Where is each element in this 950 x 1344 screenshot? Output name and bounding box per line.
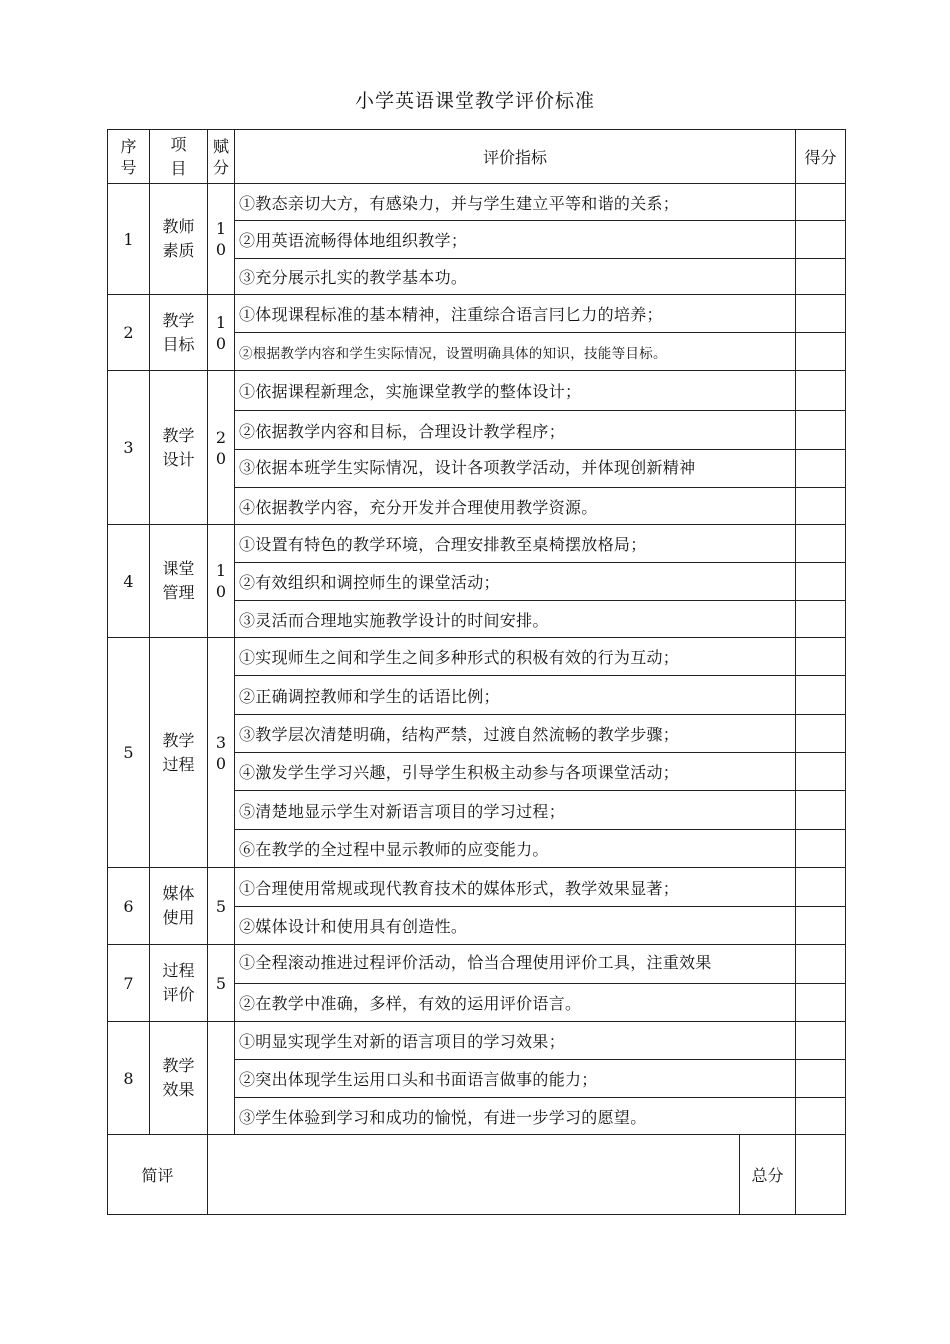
header-criteria: 评价指标 bbox=[235, 130, 796, 184]
criteria-text: ①依据课程新理念，实施课堂教学的整体设计； bbox=[235, 371, 796, 411]
row-seq: 2 bbox=[108, 295, 150, 371]
row-score: 1 0 bbox=[208, 295, 235, 371]
score-input-cell[interactable] bbox=[796, 221, 846, 259]
score-input-cell[interactable] bbox=[796, 371, 846, 411]
row-score: 5 bbox=[208, 945, 235, 1022]
row-score: 2 0 bbox=[208, 371, 235, 525]
header-item: 项 目 bbox=[150, 130, 208, 184]
row-item: 课堂 管理 bbox=[150, 525, 208, 638]
criteria-text: ②媒体设计和使用具有创造性。 bbox=[235, 907, 796, 945]
row-score bbox=[208, 1022, 235, 1135]
criteria-row bbox=[108, 371, 846, 411]
score-input-cell[interactable] bbox=[796, 676, 846, 715]
row-item: 教学 设计 bbox=[150, 371, 208, 525]
criteria-text: ④激发学生学习兴趣，引导学生积极主动参与各项课堂活动； bbox=[235, 753, 796, 791]
score-input-cell[interactable] bbox=[796, 259, 846, 295]
comment-field[interactable] bbox=[208, 1135, 740, 1215]
row-item: 教学 目标 bbox=[150, 295, 208, 371]
criteria-text: ①全程滚动推进过程评价活动，恰当合理使用评价工具，注重效果 bbox=[235, 945, 796, 984]
header-score: 赋 分 bbox=[208, 130, 235, 184]
score-input-cell[interactable] bbox=[796, 601, 846, 638]
score-input-cell[interactable] bbox=[796, 295, 846, 333]
criteria-text: ④依据教学内容，充分开发并合理使用教学资源。 bbox=[235, 488, 796, 525]
header-obtained: 得分 bbox=[796, 130, 846, 184]
criteria-row bbox=[108, 638, 846, 676]
score-input-cell[interactable] bbox=[796, 753, 846, 791]
criteria-text: ②在教学中准确，多样，有效的运用评价语言。 bbox=[235, 984, 796, 1022]
row-score: 5 bbox=[208, 868, 235, 945]
criteria-text: ①体现课程标准的基本精神，注重综合语言冃匕力的培养； bbox=[235, 295, 796, 333]
score-input-cell[interactable] bbox=[796, 1022, 846, 1060]
row-seq: 1 bbox=[108, 184, 150, 295]
total-label: 总分 bbox=[740, 1135, 796, 1215]
criteria-text: ①教态亲切大方，有感染力，并与学生建立平等和谐的关系； bbox=[235, 184, 796, 221]
criteria-text: ③依据本班学生实际情况，设计各项教学活动，并体现创新精神 bbox=[235, 450, 796, 488]
score-input-cell[interactable] bbox=[796, 984, 846, 1022]
header-seq: 序 号 bbox=[108, 130, 150, 184]
criteria-text: ②正确调控教师和学生的话语比例； bbox=[235, 676, 796, 715]
criteria-text: ①实现师生之间和学生之间多种形式的积极有效的行为互动； bbox=[235, 638, 796, 676]
row-seq: 7 bbox=[108, 945, 150, 1022]
criteria-text: ③充分展示扎实的教学基本功。 bbox=[235, 259, 796, 295]
score-input-cell[interactable] bbox=[796, 791, 846, 830]
row-item: 媒体 使用 bbox=[150, 868, 208, 945]
row-score: 1 0 bbox=[208, 525, 235, 638]
comment-label: 简评 bbox=[108, 1135, 208, 1215]
score-input-cell[interactable] bbox=[796, 715, 846, 753]
criteria-row bbox=[108, 184, 846, 221]
document-title: 小学英语课堂教学评价标准 bbox=[354, 90, 595, 112]
row-score: 1 0 bbox=[208, 184, 235, 295]
score-input-cell[interactable] bbox=[796, 525, 846, 563]
criteria-row bbox=[108, 945, 846, 984]
row-seq: 4 bbox=[108, 525, 150, 638]
score-input-cell[interactable] bbox=[796, 907, 846, 945]
score-input-cell[interactable] bbox=[796, 488, 846, 525]
criteria-row bbox=[108, 295, 846, 333]
score-input-cell[interactable] bbox=[796, 184, 846, 221]
criteria-row bbox=[108, 1022, 846, 1060]
criteria-text: ①设置有特色的教学环境，合理安排教至桌椅摆放格局； bbox=[235, 525, 796, 563]
score-input-cell[interactable] bbox=[796, 945, 846, 984]
score-input-cell[interactable] bbox=[796, 830, 846, 868]
row-item: 教学 过程 bbox=[150, 638, 208, 868]
criteria-text: ⑤清楚地显示学生对新语言项目的学习过程； bbox=[235, 791, 796, 830]
row-seq: 3 bbox=[108, 371, 150, 525]
criteria-row bbox=[108, 525, 846, 563]
criteria-text: ②依据教学内容和目标，合理设计教学程序； bbox=[235, 411, 796, 450]
criteria-text: ①明显实现学生对新的语言项目的学习效果； bbox=[235, 1022, 796, 1060]
header-row bbox=[108, 130, 846, 184]
row-seq: 8 bbox=[108, 1022, 150, 1135]
score-input-cell[interactable] bbox=[796, 868, 846, 907]
score-input-cell[interactable] bbox=[796, 563, 846, 601]
score-input-cell[interactable] bbox=[796, 450, 846, 488]
criteria-text: ③学生体验到学习和成功的愉悦，有进一步学习的愿望。 bbox=[235, 1098, 796, 1135]
criteria-text: ②用英语流畅得体地组织教学； bbox=[235, 221, 796, 259]
criteria-text: ②突出体现学生运用口头和书面语言做事的能力； bbox=[235, 1060, 796, 1098]
criteria-text: ①合理使用常规或现代教育技术的媒体形式，教学效果显著； bbox=[235, 868, 796, 907]
criteria-text: ③灵活而合理地实施教学设计的时间安排。 bbox=[235, 601, 796, 638]
evaluation-table bbox=[107, 129, 846, 1215]
criteria-text: ②根据教学内容和学生实际情况，设置明确具体的知识，技能等目标。 bbox=[235, 333, 796, 371]
score-input-cell[interactable] bbox=[796, 411, 846, 450]
row-seq: 5 bbox=[108, 638, 150, 868]
row-item: 教师 素质 bbox=[150, 184, 208, 295]
score-input-cell[interactable] bbox=[796, 1098, 846, 1135]
score-input-cell[interactable] bbox=[796, 1060, 846, 1098]
total-score-field[interactable] bbox=[796, 1135, 846, 1215]
criteria-text: ⑥在教学的全过程中显示教师的应变能力。 bbox=[235, 830, 796, 868]
score-input-cell[interactable] bbox=[796, 333, 846, 371]
criteria-text: ③教学层次清楚明确，结构严禁，过渡自然流畅的教学步骤； bbox=[235, 715, 796, 753]
criteria-row bbox=[108, 868, 846, 907]
score-input-cell[interactable] bbox=[796, 638, 846, 676]
row-item: 过程 评价 bbox=[150, 945, 208, 1022]
footer-row bbox=[108, 1135, 846, 1215]
row-item: 教学 效果 bbox=[150, 1022, 208, 1135]
row-seq: 6 bbox=[108, 868, 150, 945]
criteria-text: ②有效组织和调控师生的课堂活动； bbox=[235, 563, 796, 601]
row-score: 3 0 bbox=[208, 638, 235, 868]
